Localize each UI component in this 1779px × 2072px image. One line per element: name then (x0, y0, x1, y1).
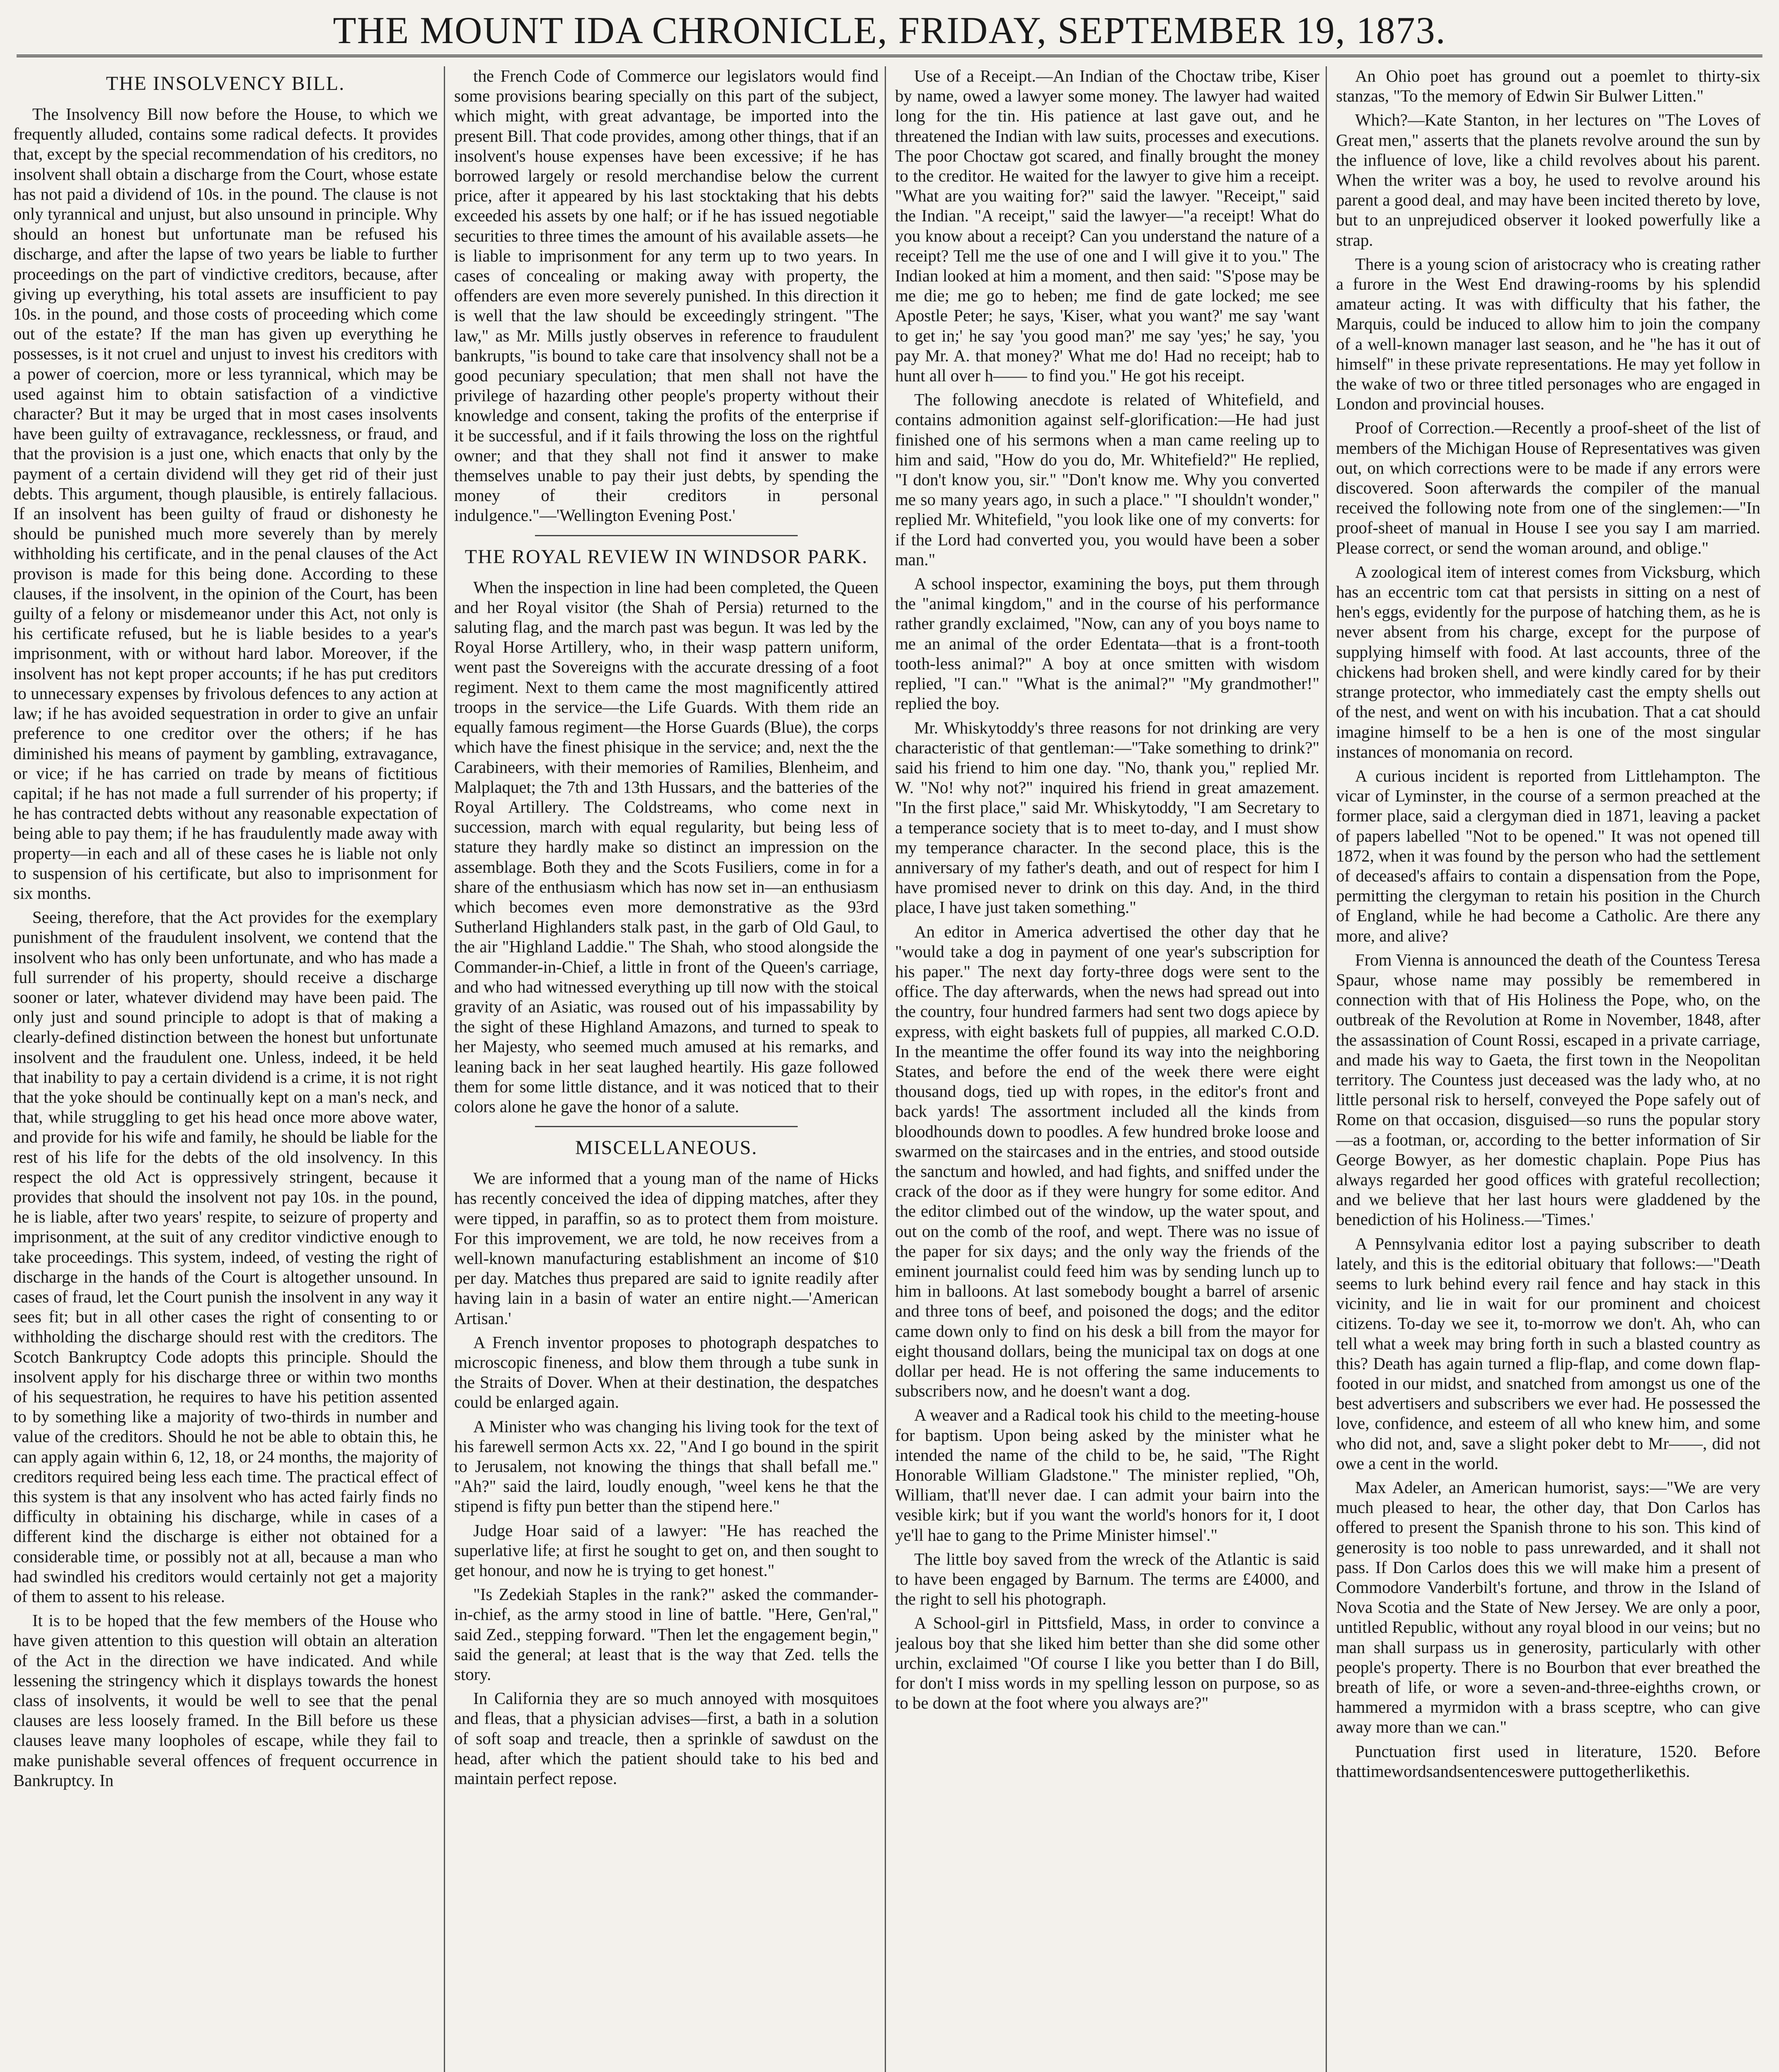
column-3 (895, 66, 1319, 2072)
article-paragraph: It is to be hoped that the few members of the House who have given attention to this question will obtain an alteration of the Act in the direction we have indicated. And while lessening the stringency which it displays towards the honest class of insolvents, it would be well to see that the penal clauses are less loosely framed. In the Bill before us these clauses leave many loopholes of escape, while they fail to make punishable several offences of frequent occurrence in Bankruptcy. In (13, 1611, 438, 1790)
article-paragraph: A curious incident is reported from Littlehampton. The vicar of Lyminster, in the course of a sermon preached at the former place, said a clergyman died in 1871, leaving a packet of papers labelled "Not to be opened." It was not opened till 1872, when it was found by the person who had the settlement of deceased's affairs to contain a dispensation from the Pope, permitting the clergyman to retain his position in the Church of England, while he had become a Catholic. Are there any more, and alive? (1336, 766, 1760, 945)
article-paragraph: A school inspector, examining the boys, put them through the "animal kingdom," and in the course of his performance rather grandly exclaimed, "Now, can any of you boys name to me an animal of the order Edentata—that is a front-tooth tooth-less animal?" A boy at once smitten with wisdom replied, "I can." "What is the animal?" "My grandmother!" replied the boy. (895, 574, 1319, 713)
article-paragraph: Seeing, therefore, that the Act provides for the exemplary punishment of the fraudulent insolvent, we contend that the insolvent who has only been unfortunate, and who has made a full surrender of his property, should receive a discharge sooner or later, whatever dividend may have been paid. The only just and sound principle to adopt is that of making a clearly-defined distinction between the honest but unfortunate insolvent and the fraudulent one. Unless, indeed, it be held that inability to pay a certain dividend is a crime, it is not right that the yoke should be continually kept on a man's neck, and that, while struggling to get his head once more above water, and provide for his wife and family, he should be liable for the rest of his life for the debts of the old insolvency. In this respect the old Act is oppressively stringent, because it provides that should the insolvent not pay 10s. in the pound, he is liable, after two years' respite, to seizure of property and imprisonment, at the suit of any creditor vindictive enough to take proceedings. This system, indeed, of vesting the right of discharge in the hands of the Court is altogether unsound. In cases of fraud, let the Court punish the insolvent in any way it sees fit; but in all other cases the right of consenting to or withholding the discharge should rest with the creditors. The Scotch Bankruptcy Code adopts this principle. Should the insolvent apply for his discharge three or within two months of his sequestration, he requires to have his petition assented to by something like a majority of two-thirds in number and value of the creditors. Should he not be able to obtain this, he can apply again within 6, 12, 18, or 24 months, the majority of creditors required being less each time. The practical effect of this system is that any insolvent who has acted fairly finds no difficulty in obtaining his discharge, while in cases of a different kind the discharge is either not obtained for a considerable time, or possibly not at all, because a man who had swindled his creditors would certainly not get a majority of them to assent to his release. (13, 908, 438, 1606)
article-paragraph: "Is Zedekiah Staples in the rank?" asked the commander-in-chief, as the army stood in line of battle. "Here, Gen'ral," said Zed., stepping forward. "Then let the engagement begin," said the general; at least that is the way that Zed. tells the story. (454, 1585, 879, 1684)
column-1 (13, 66, 438, 2072)
article-paragraph: Proof of Correction.—Recently a proof-sheet of the list of members of the Michigan House of Representatives was given out, on which corrections were to be made if any errors were discovered. Soon afterwards the compiler of the manual received the following note from one of the singlemen:—"In proof-sheet of manual in House I see you say I am married. Please correct, or send the woman around, and oblige." (1336, 419, 1760, 557)
section-headline: MISCELLANEOUS. (575, 1137, 758, 1159)
column-rule (885, 66, 886, 2072)
column-rule (444, 66, 445, 2072)
section-divider (535, 1126, 798, 1127)
article-paragraph: A School-girl in Pittsfield, Mass, in order to convince a jealous boy that she liked him better than she did some other urchin, exclaimed "Of course I like you better than I do Bill, for don't I miss words in my spelling lesson on purpose, so as to be down at the foot where you always are?" (895, 1614, 1319, 1713)
column-2 (454, 66, 879, 2072)
article-paragraph: There is a young scion of aristocracy who is creating rather a furore in the West End drawing-rooms by his splendid amateur acting. It was with difficulty that his father, the Marquis, could be induced to allow him to join the company of a well-known manager last season, and he "he has it out of himself" in these private representations. He may yet follow in the wake of two or three titled personages who are engaged in London and provincial houses. (1336, 254, 1760, 414)
article-paragraph: A zoological item of interest comes from Vicksburg, which has an eccentric tom cat that persists in sitting on a nest of hen's eggs, evidently for the purpose of hatching them, as he is never absent from his charge, except for the purpose of supplying himself with food. At last accounts, three of the chickens had broken shell, and were kindly cared for by their strange protector, who immediately cast the empty shells out of the nest, and went on with his incubation. That a cat should imagine himself to be a hen is one of the most singular instances of monomania on record. (1336, 562, 1760, 761)
article-paragraph: the French Code of Commerce our legislators would find some provisions bearing specially on this part of the subject, which might, with great advantage, be imported into the present Bill. That code provides, among other things, that if an insolvent's house expenses have been excessive; if he has borrowed largely or resold merchandise below the current price, after it appeared by his last stocktaking that his debts exceeded his assets by one half; or if he has issued negotiable securities to three times the amount of his available assets—he is liable to imprisonment for any term up to two years. In cases of concealing or making away with property, the offenders are even more severely punished. In this direction it is well that the law should be exceedingly stringent. "The law," as Mr. Mills justly observes in reference to fraudulent bankrupts, "is bound to take care that insolvency shall not be a good pecuniary speculation; that men shall not have the privilege of hazarding other people's property without their knowledge and consent, taking the profits of the enterprise if it be successful, and if it fails throwing the loss on the rightful owner; and that they shall not find it answer to make themselves unable to pay their just debts, by spending the money of their creditors in personal indulgence."—'Wellington Evening Post.' (454, 67, 879, 525)
article-paragraph: From Vienna is announced the death of the Countess Teresa Spaur, whose name may possibly be remembered in connection with that of His Holiness the Pope, who, on the outbreak of the Revolution at Rome in November, 1848, after the assassination of Count Rossi, escaped in a private carriage, and made his way to Gaeta, the first town in the Neopolitan territory. The Countess just deceased was the lady who, at no little personal risk to herself, conveyed the Pope safely out of Rome on that occasion, disguised—so runs the popular story—as a footman, or, according to the better information of Sir George Bowyer, as her domestic chaplain. Pope Pius has always regarded her good offices with grateful recollection; and we believe that her last hours were gladdened by the benediction of his Holiness.—'Times.' (1336, 950, 1760, 1229)
article-paragraph: We are informed that a young man of the name of Hicks has recently conceived the idea of dipping matches, after they were tipped, in paraffin, so as to protect them from moisture. For this improvement, we are told, he now receives from a well-known manufacturing establishment an income of $10 per day. Matches thus prepared are said to ignite readily after having lain in a basin of water an entire night.—'American Artisan.' (454, 1169, 879, 1328)
article-paragraph: When the inspection in line had been completed, the Queen and her Royal visitor (the Shah of Persia) returned to the saluting flag, and the march past was begun. It was led by the Royal Horse Artillery, who, in their wasp pattern uniform, went past the Sovereigns with the accurate dressing of a foot regiment. Next to them came the most magnificently attired troops in the service—the Life Guards. With them ride an equally famous regiment—the Horse Guards (Blue), the corps which have the finest phisique in the service; and, next the the Carabineers, with their memories of Ramilies, Blenheim, and Malplaquet; the 7th and 13th Hussars, and the batteries of the Royal Artillery. The Coldstreams, who come next in succession, march with equal regularity, but being less of stature they hardly make so distinct an impression on the assemblage. Both they and the Scots Fusiliers, come in for a share of the enthusiasm which has now set in—an enthusiasm which becomes even more demonstrative as the 93rd Sutherland Highlanders stalk past, in the garb of Old Gaul, to the air "Highland Laddie." The Shah, who stood alongside the Commander-in-Chief, a little in front of the Queen's carriage, and who had witnessed everything up till now with the stoical gravity of an Asiatic, was roused out of his impassability by the sight of these Highland Amazons, and turned to speak to her Majesty, who seemed much amused at his remarks, and leaning back in her seat laughed heartily. His gaze followed them for some little distance, and it was noticed that to their colors alone he gave the honor of a salute. (454, 578, 879, 1116)
article-headline: THE INSOLVENCY BILL. (106, 73, 345, 94)
article-paragraph: A Minister who was changing his living took for the text of his farewell sermon Acts xx. 22, "And I go bound in the spirit to Jerusalem, not knowing the things that shall befall me." "Ah?" said the laird, loudly enough, "weel kens he that the stipend is fifty pun better than the stipend here." (454, 1417, 879, 1516)
masthead: THE MOUNT IDA CHRONICLE, FRIDAY, SEPTEMBER 19, 1873. (17, 6, 1762, 57)
column-rule (1326, 66, 1327, 2072)
column-4 (1336, 66, 1760, 2072)
article-paragraph: In California they are so much annoyed with mosquitoes and fleas, that a physician advises—first, a bath in a solution of soft soap and treacle, then a sprinkle of sawdust on the head, after which the patient should take to his bed and maintain perfect repose. (454, 1689, 879, 1788)
article-paragraph: Which?—Kate Stanton, in her lectures on "The Loves of Great men," asserts that the planets revolve around the sun by the influence of love, like a child revolves about his parent. When the writer was a boy, he used to revolve around his parent a good deal, and may have been incited thereto by love, but to an unprejudiced observer it looked powerfully like a strap. (1336, 111, 1760, 249)
article-paragraph: A Pennsylvania editor lost a paying subscriber to death lately, and this is the editorial obituary that follows:—"Death seems to lurk behind every rail fence and hay stack in this vicinity, and lie in wait for our prominent and choicest citizens. To-day we see it, to-morrow we don't. Ah, who can tell what a week may bring forth in such a blasted country as this? Death has again turned a flip-flap, and come down flap-footed in our midst, and snatched from amongst us one of the best advertisers and subscribers we ever had. He possessed the love, confidence, and esteem of all who knew him, and some who did not, and, save a slight poker debt to Mr——, did not owe a cent in the world. (1336, 1234, 1760, 1473)
article-paragraph: A weaver and a Radical took his child to the meeting-house for baptism. Upon being asked by the minister what he intended the name of the child to be, he said, "The Right Honorable William Gladstone." The minister replied, "Oh, William, that'll never dae. I can admit your bairn into the vesible kirk; but if you want the world's honors for it, I doot ye'll hae to gang to the Prime Minister himsel'." (895, 1406, 1319, 1544)
article-paragraph: The following anecdote is related of Whitefield, and contains admonition against self-glorification:—He had just finished one of his sermons when a man came reeling up to him and said, "How do you do, Mr. Whitefield?" He replied, "I don't know you, sir." "Don't know me. Why you converted me so many years ago, in such a place." "I shouldn't wonder," replied Mr. Whitefield, "you look like one of my converts: for if the Lord had converted you, you would have been a sober man." (895, 390, 1319, 569)
article-paragraph: A French inventor proposes to photograph despatches to microscopic fineness, and blow them through a tube sunk in the Straits of Dover. When at their destination, the despatches could be enlarged again. (454, 1333, 879, 1412)
article-paragraph: Judge Hoar said of a lawyer: "He has reached the superlative life; at first he sought to get on, and then sought to get honour, and now he is trying to get honest." (454, 1521, 879, 1580)
article-paragraph: The little boy saved from the wreck of the Atlantic is said to have been engaged by Barnum. The terms are £4000, and the right to sell his photograph. (895, 1549, 1319, 1609)
article-paragraph: Use of a Receipt.—An Indian of the Choctaw tribe, Kiser by name, owed a lawyer some money. The lawyer had waited long for the tin. His patience at last gave out, and he threatened the Indian with law suits, processes and executions. The poor Choctaw got scared, and finally brought the money to the creditor. He waited for the lawyer to give him a receipt. "What are you waiting for?" said the lawyer. "Receipt," said the Indian. "A receipt," said the lawyer—"a receipt! What do you know about a receipt? Can you understand the nature of a receipt? Tell me the use of one and I will give it to you." The Indian looked at him a moment, and then said: "S'pose may be me die; me go to heben; me find de gate locked; me see Apostle Peter; he says, 'Kiser, what you want?' me say 'want to get in;' he say 'you good man?' me say 'yes;' he say, 'you pay Mr. A. that money?' What me do! Had no receipt; hab to hunt all over h—— to find you." He got his receipt. (895, 67, 1319, 385)
article-paragraph: An editor in America advertised the other day that he "would take a dog in payment of one year's subscription for his paper." The next day forty-three dogs were sent to the office. The day afterwards, when the news had spread out into the country, four hundred farmers had sent two dogs apiece by express, with eight baskets full of puppies, all marked C.O.D. In the meantime the offer found its way into the neighboring States, and before the end of the week there were eight thousand dogs, tied up with ropes, in the editor's front and back yards! The assortment included all the kinds from bloodhounds down to poodles. A few hundred broke loose and swarmed on the staircases and in the entries, and stood outside the sanctum and howled, and had fights, and sniffed under the crack of the door as if they were hungry for some editor. And the editor climbed out of the window, up the water spout, and out on the comb of the roof, and wept. There was no issue of the paper for six days; and the only way the friends of the eminent journalist could feed him was by sending lunch up to him in balloons. At last somebody bought a barrel of arsenic and three tons of beef, and poisoned the dogs; and the editor came down only to find on his desk a bill from the mayor for eight thousand dollars, being the municipal tax on dogs at one dollar per head. He is not offering the same inducements to subscribers now, and he doesn't want a dog. (895, 922, 1319, 1401)
section-divider (535, 535, 798, 536)
article-paragraph: An Ohio poet has ground out a poemlet to thirty-six stanzas, "To the memory of Edwin Sir Bulwer Litten." (1336, 67, 1760, 106)
article-paragraph: Punctuation first used in literature, 1520. Before thattimewordsandsentenceswere puttogetherlikethis. (1336, 1742, 1760, 1781)
article-paragraph: Max Adeler, an American humorist, says:—"We are very much pleased to hear, the other day, that Don Carlos has offered to present the Spanish throne to his son. This kind of generosity is too noble to pass unrewarded, and it shall not pass. If Don Carlos does this we will make him a present of Commodore Vanderbilt's fortune, and throw in the Island of Nova Scotia and the State of New Jersey. We are only a poor, untitled Republic, without any royal blood in our veins; but no man shall surpass us in generosity, particularly with other people's property. There is no Bourbon that ever breathed the breath of life, or wore a seven-and-three-eighths crown, or hammered a myrmidon with a brass sceptre, who can give away more than we can." (1336, 1478, 1760, 1737)
article-paragraph: Mr. Whiskytoddy's three reasons for not drinking are very characteristic of that gentleman:—"Take something to drink?" said his friend to him one day. "No, thank you," replied Mr. W. "No! why not?" inquired his friend in great amazement. "In the first place," said Mr. Whiskytoddy, "I am Secretary to a temperance society that is to meet to-day, and I must show my temperance character. In the second place, this is the anniversary of my father's death, and out of respect for him I have promised never to drink on this day. And, in the third place, I have just taken something." (895, 718, 1319, 917)
article-paragraph: The Insolvency Bill now before the House, to which we frequently alluded, contains some radical defects. It provides that, except by the special recommendation of his creditors, no insolvent shall obtain a discharge from the Court, whose estate has not paid a dividend of 10s. in the pound. The clause is not only tyrannical and unjust, but also unsound in principle. Why should an honest but unfortunate man be refused his discharge, and after the lapse of two years be liable to further proceedings on the part of vindictive creditors, because, after giving up everything, his total assets are insufficient to pay 10s. in the pound, and those costs of proceeding which come out of the estate? If the man has given up everything he possesses, is it not cruel and unjust to invest his creditors with a power of coercion, more or less tyrannical, which may be used against him to obtain satisfaction of a vindictive character? But it may be urged that in most cases insolvents have been guilty of extravagance, recklessness, or fraud, and that the provision is a just one, which enacts that only by the payment of a certain dividend will they get rid of their just debts. This argument, though plausible, is entirely fallacious. If an insolvent has been guilty of fraud or dishonesty he should be punished much more severely than by merely withholding his certificate, and in the penal clauses of the Act provison is made for this being done. According to these clauses, if the insolvent, in the opinion of the Court, has been guilty of a felony or misdemeanor under this Act, not only is his certificate refused, but he is liable besides to a year's imprisonment, with or without hard labor. Moreover, if the insolvent has not kept proper accounts; if he has put creditors to unnecessary expenses by frivolous defences to any action at law; if he has avoided sequestration in order to give an unfair preference to one creditor over the others; if he has diminished his means of payment by gambling, extravagance, or vice; if he has carried on trade by means of fictitious capital; if he has not made a full surrender of his property; if he has contracted debts without any reasonable expectation of being able to pay them; if he has fraudulently made away with property—in each and all of these cases he is liable not only to suspension of his certificate, but also to imprisonment for six months. (13, 105, 438, 903)
article-headline: THE ROYAL REVIEW IN WINDSOR PARK. (465, 545, 868, 568)
